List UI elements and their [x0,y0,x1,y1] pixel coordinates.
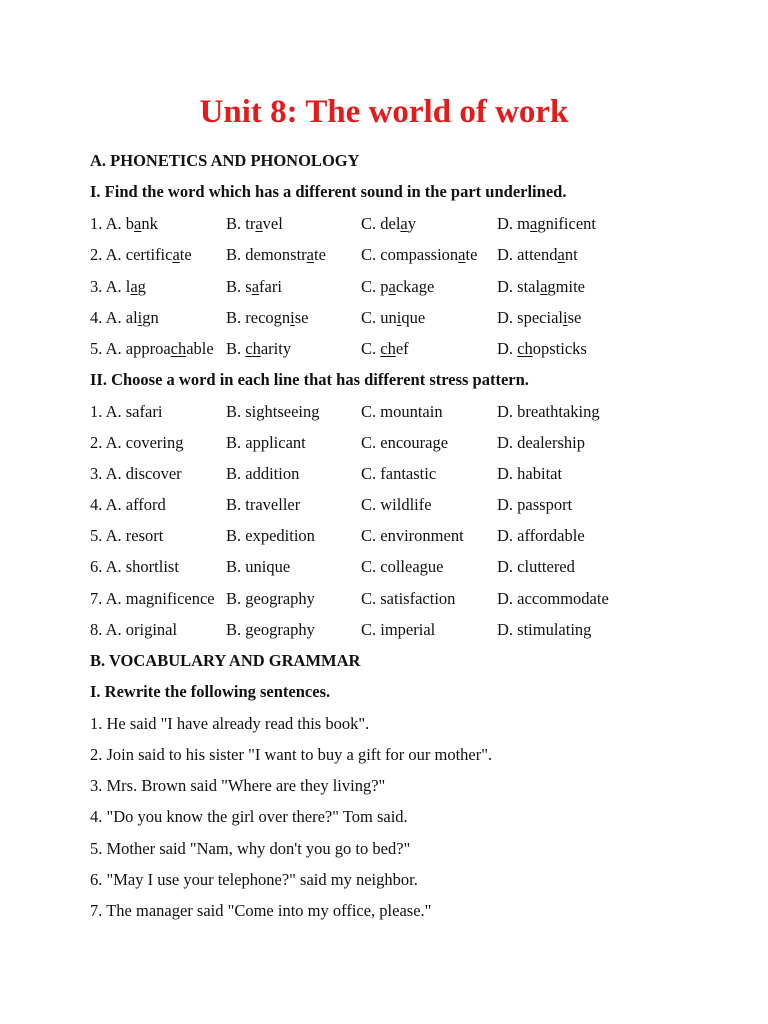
answer-option [497,245,578,265]
option-text: gmite [547,277,585,296]
answer-option [90,214,158,234]
answer-option [497,214,596,234]
answer-option: C. imperial [361,620,436,639]
answer-option: B. traveller [226,495,301,514]
option-text: se [294,308,309,327]
answer-option: 7. A. magnificence [90,589,215,608]
answer-option: C. fantastic [361,464,437,483]
option-text: 3. A. l [90,277,131,296]
option-text: te [179,245,192,264]
section-b-heading: B. VOCABULARY AND GRAMMAR [90,651,361,670]
option-text: C. p [361,277,389,296]
option-text: nk [141,214,158,233]
table-row [0,308,768,328]
underlined-part: a [540,277,548,296]
table-row [0,402,768,422]
answer-option: C. colleague [361,557,444,576]
option-text: te [465,245,478,264]
answer-option [361,277,434,297]
option-text: vel [262,214,283,233]
answer-option: B. geography [226,589,315,608]
option-text: ckage [395,277,435,296]
answer-option: D. dealership [497,433,585,452]
option-text: se [567,308,582,327]
page-title: Unit 8: The world of work [199,94,569,130]
underlined-part: i [290,308,295,327]
answer-option: D. affordable [497,526,585,545]
option-text: B. demonstr [226,245,307,264]
answer-option: D. habitat [497,464,563,483]
answer-option: B. addition [226,464,300,483]
underlined-part: i [562,308,568,327]
answer-option [497,339,587,359]
option-text: B. s [226,277,252,296]
option-text: able [186,339,214,358]
table-row [0,620,768,640]
option-text: C. un [361,308,397,327]
table-row [0,214,768,234]
answer-option [226,339,291,359]
option-text: gnificent [537,214,596,233]
table-row [0,495,768,515]
underlined-part: ch [170,339,187,358]
underlined-part: a [306,245,314,264]
underlined-part: a [251,277,260,296]
answer-option [497,308,581,328]
list-item: 1. He said "I have already read this book". [90,714,370,733]
underlined-part: i [396,308,402,327]
option-text: te [314,245,326,264]
table-row [0,526,768,546]
table-row [0,589,768,609]
underlined-part: a [388,277,396,296]
option-text: D. [497,339,518,358]
table-row [0,277,768,297]
answer-option: 1. A. safari [90,402,163,421]
answer-option: 8. A. original [90,620,178,639]
answer-option: D. accommodate [497,589,609,608]
answer-option: B. geography [226,620,315,639]
option-text: C. [361,339,381,358]
option-text: ef [395,339,409,358]
option-text: D. special [497,308,563,327]
table-row [0,339,768,359]
underlined-part: a [458,245,466,264]
table-row [0,464,768,484]
option-text: g [137,277,146,296]
option-text: y [407,214,416,233]
answer-option: B. sightseeing [226,402,320,421]
list-item: 2. Join said to his sister "I want to buy a gift for our mother". [90,745,493,764]
answer-option: C. mountain [361,402,443,421]
underlined-part: a [172,245,180,264]
answer-option [90,277,146,297]
option-text: B. [226,339,246,358]
underlined-part: a [530,214,538,233]
underlined-part: a [255,214,263,233]
list-item: 4. "Do you know the girl over there?" Tom said. [90,807,408,826]
answer-option [361,339,409,359]
option-text: B. recogn [226,308,291,327]
option-text: C. del [361,214,401,233]
section-a-heading: A. PHONETICS AND PHONOLOGY [90,151,360,170]
option-text: fari [259,277,282,296]
underlined-part: ch [380,339,396,358]
answer-option: B. applicant [226,433,306,452]
answer-option: C. environment [361,526,464,545]
option-text: nt [564,245,578,264]
option-text: 5. A. approa [90,339,171,358]
section-a-part1-heading: I. Find the word which has a different sound in the part underlined. [90,182,567,201]
underlined-part: a [134,214,142,233]
answer-option: D. breathtaking [497,402,600,421]
answer-option [226,308,309,328]
answer-option: B. expedition [226,526,315,545]
answer-option [90,245,192,265]
answer-option [226,277,282,297]
answer-option [90,308,159,328]
option-text: opsticks [532,339,587,358]
answer-option: 3. A. discover [90,464,182,483]
answer-option [361,308,425,328]
table-row [0,245,768,265]
list-item: 7. The manager said "Come into my office, please." [90,901,432,920]
answer-option: D. passport [497,495,573,514]
answer-option: C. satisfaction [361,589,456,608]
list-item: 3. Mrs. Brown said "Where are they living?" [90,776,386,795]
section-a-part2-heading: II. Choose a word in each line that has different stress pattern. [90,370,529,389]
option-text: B. tr [226,214,256,233]
option-text: arity [260,339,292,358]
option-text: D. stal [497,277,541,296]
answer-option: D. stimulating [497,620,592,639]
option-text: D. attend [497,245,558,264]
answer-option: 5. A. resort [90,526,164,545]
underlined-part: ch [245,339,261,358]
option-text: que [401,308,426,327]
underlined-part: ch [517,339,533,358]
option-text: gn [142,308,159,327]
option-text: 2. A. certific [90,245,173,264]
answer-option [361,245,477,265]
table-row [0,433,768,453]
answer-option: B. unique [226,557,291,576]
option-text: D. m [497,214,530,233]
underlined-part: i [137,308,143,327]
answer-option [90,339,214,359]
underlined-part: a [400,214,408,233]
answer-option: C. wildlife [361,495,432,514]
answer-option [361,214,416,234]
answer-option: 6. A. shortlist [90,557,179,576]
answer-option: 4. A. afford [90,495,166,514]
underlined-part: a [557,245,565,264]
answer-option [226,245,326,265]
list-item: 6. "May I use your telephone?" said my neighbor. [90,870,418,889]
answer-option: D. cluttered [497,557,575,576]
underlined-part: a [130,277,138,296]
table-row [0,557,768,577]
section-b-part1-heading: I. Rewrite the following sentences. [90,682,331,701]
answer-option: C. encourage [361,433,449,452]
answer-option: 2. A. covering [90,433,184,452]
answer-option [226,214,283,234]
answer-option [497,277,585,297]
list-item: 5. Mother said "Nam, why don't you go to bed?" [90,839,411,858]
option-text: 1. A. b [90,214,135,233]
option-text: C. compassion [361,245,459,264]
option-text: 4. A. al [90,308,138,327]
